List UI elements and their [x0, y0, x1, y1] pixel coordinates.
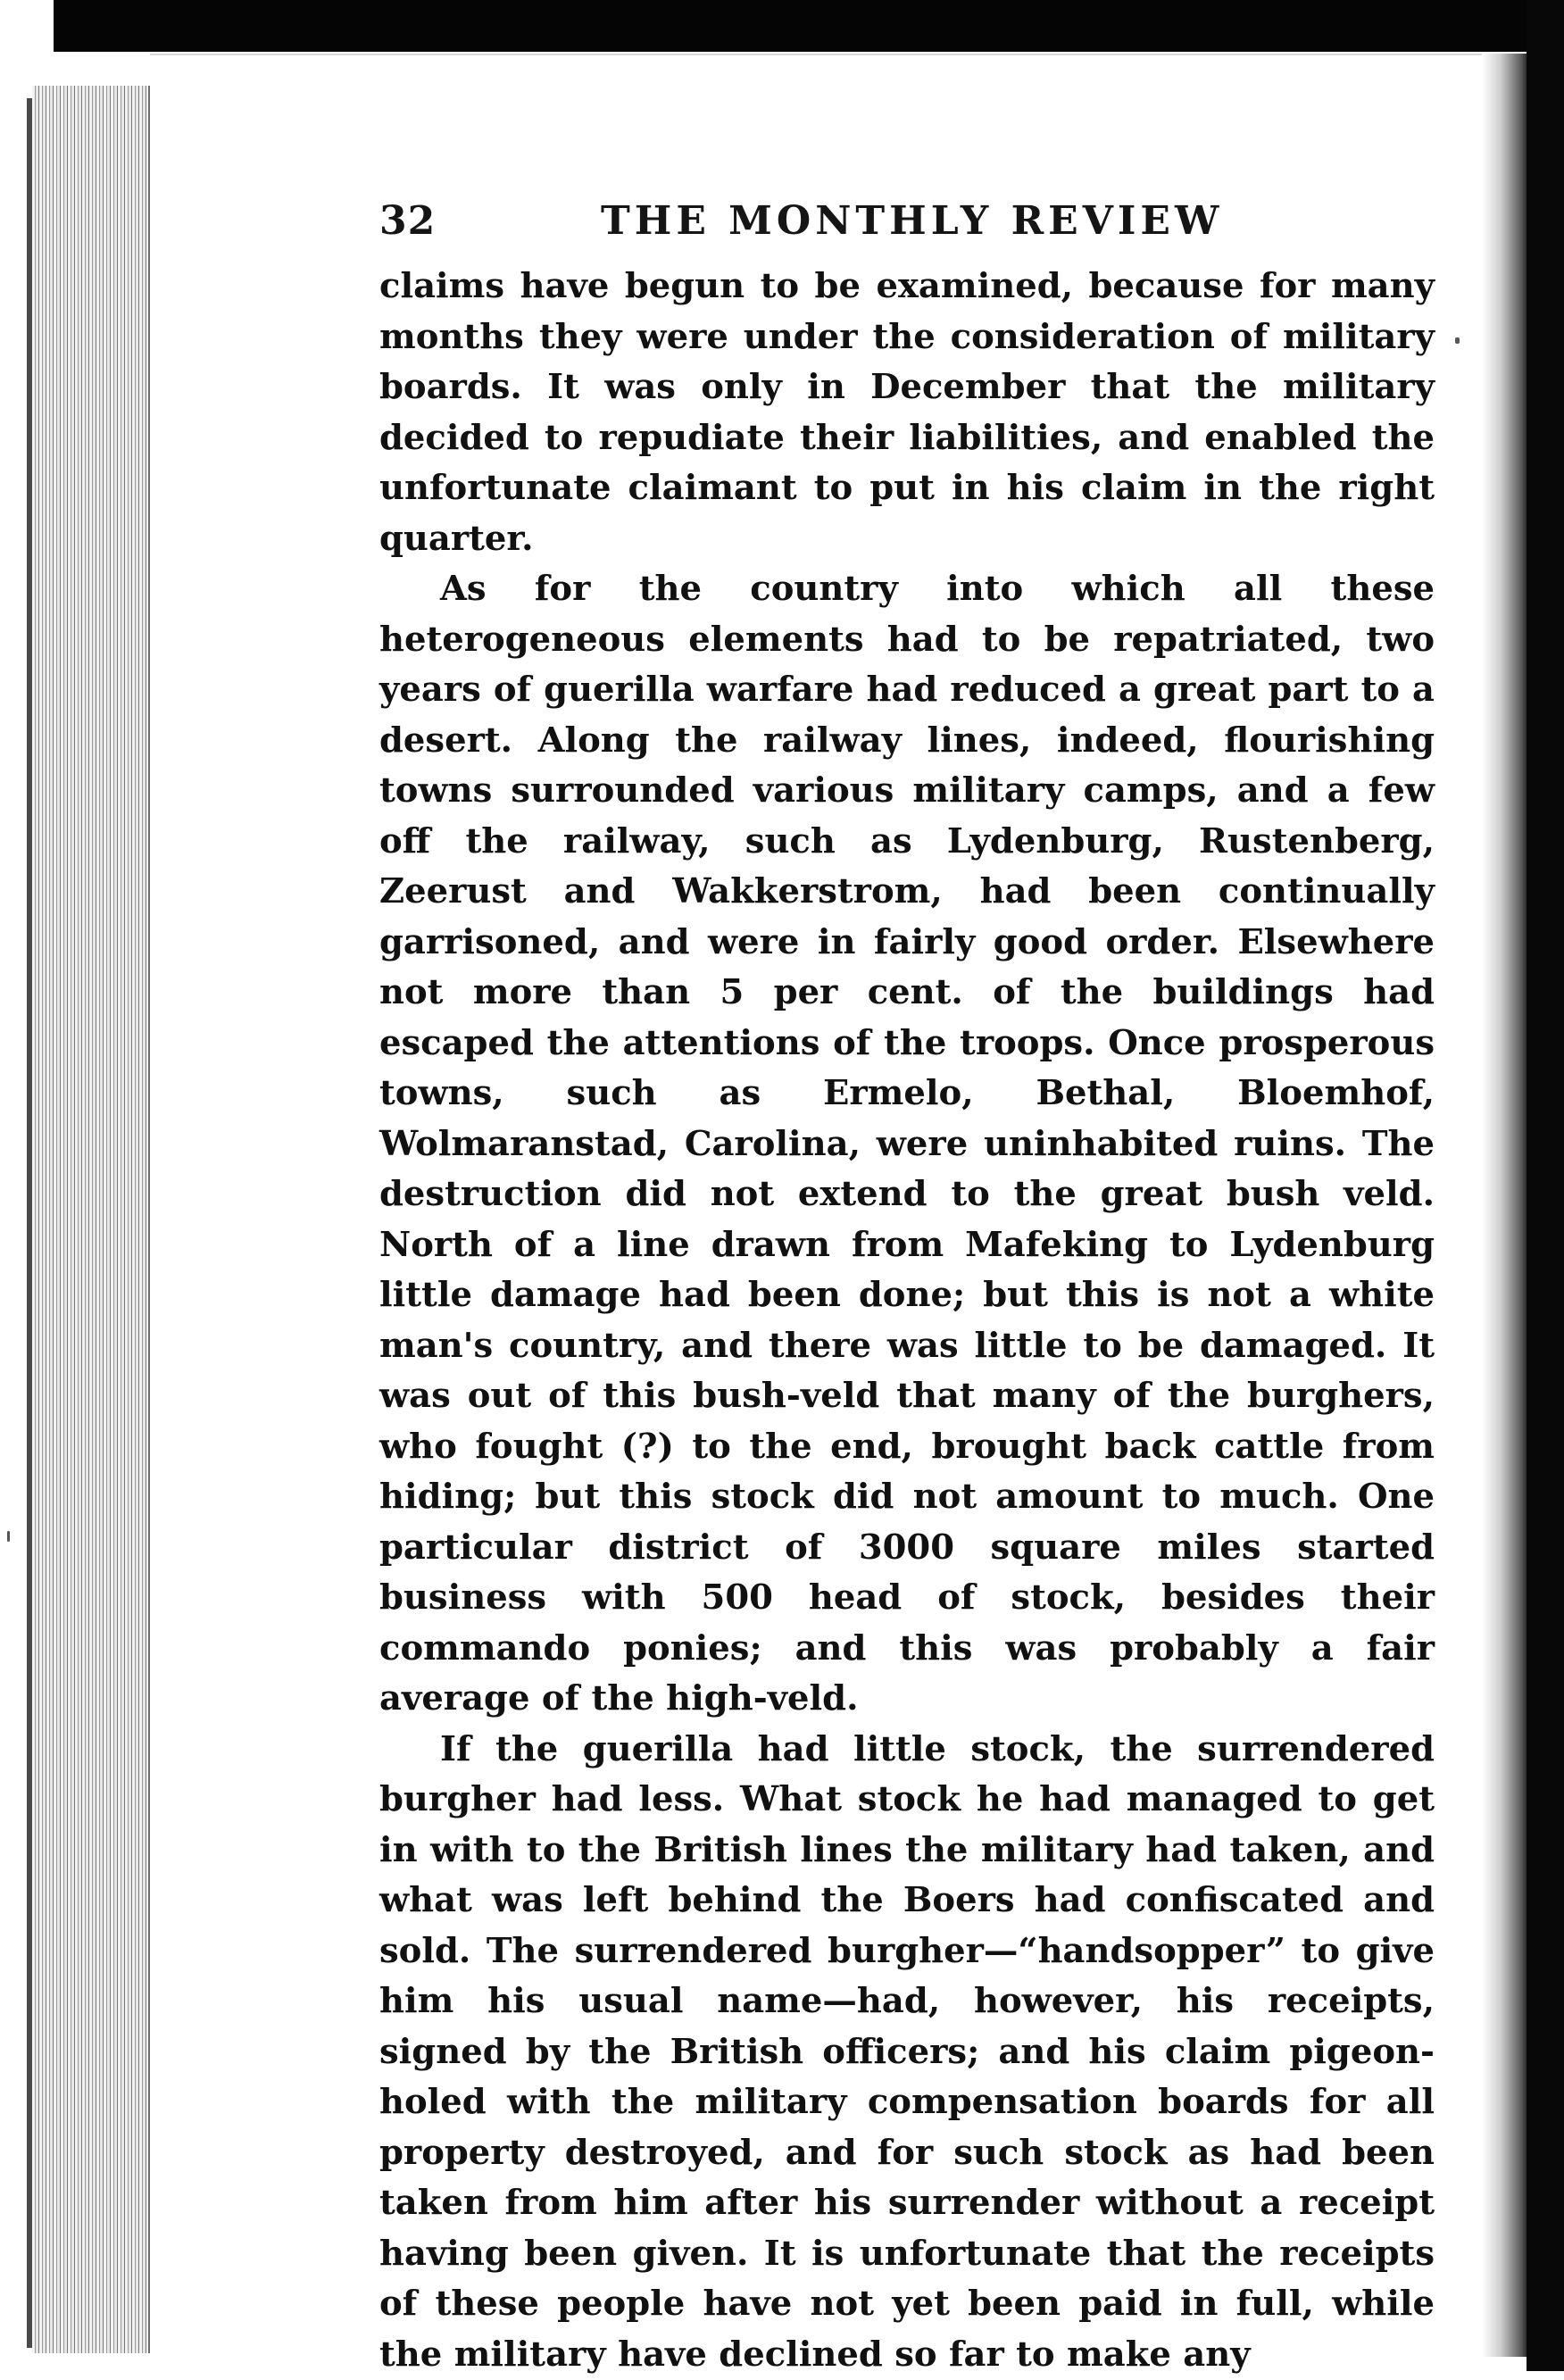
scan-border-top — [0, 0, 1564, 52]
scan-border-right — [1527, 0, 1564, 2371]
paragraph-1: claims have begun to be examined, because for many months they were under the consideration of military boards. It was only in December that the military decided to repudiate their liabilities, and enabled the unfortunate claimant to put in his claim in the right quarter. — [379, 262, 1435, 564]
page-number: 32 — [379, 198, 436, 244]
scan-speck — [1455, 337, 1460, 344]
page-gutter-shadow — [1482, 54, 1528, 2357]
page-header — [379, 198, 1442, 252]
body-text — [379, 262, 1435, 2380]
scan-speck — [7, 1531, 10, 1542]
paragraph-2: As for the country into which all these heterogeneous elements had to be repatriated, two years of guerilla warfare had reduced a great part to a desert. Along the railway lines, indeed, flourishing towns surrounded various military camps, and a few off the railway, such as Lydenburg, Rustenberg, Zeerust and Wakkerstrom, had been continually garrisoned, and were in fairly good order. Elsewhere not more than 5 per cent. of the buildings had escaped the attentions of the troops. Once prosperous towns, such as Ermelo, Bethal, Bloemhof, Wolmaranstad, Carolina, were uninhabited ruins. The destruction did not extend to the great bush veld. North of a line drawn from Mafeking to Lydenburg little damage had been done; but this is not a white man's country, and there was little to be damaged. It was out of this bush-veld that many of the burghers, who fought (?) to the end, brought back cattle from hiding; but this stock did not amount to much. One particular district of 3000 square miles started business with 500 head of stock, besides their commando ponies; and this was probably a fair average of the high-veld. — [379, 564, 1435, 1725]
paragraph-3: If the guerilla had little stock, the surrendered burgher had less. What stock he had managed to get in with to the British lines the military had taken, and what was left behind the Boers had confiscated and sold. The surrendered burgher—“handsopper” to give him his usual name—had, however, his receipts, signed by the British officers; and his claim pigeon-holed with the military compensation boards for all property destroyed, and for such stock as had been taken from him after his surrender without a receipt having been given. It is unfortunate that the receipts of these people have not yet been paid in full, while the military have declined so far to make any — [379, 1725, 1435, 2380]
book-page-edges — [32, 86, 151, 2353]
running-head: THE MONTHLY REVIEW — [601, 198, 1223, 244]
